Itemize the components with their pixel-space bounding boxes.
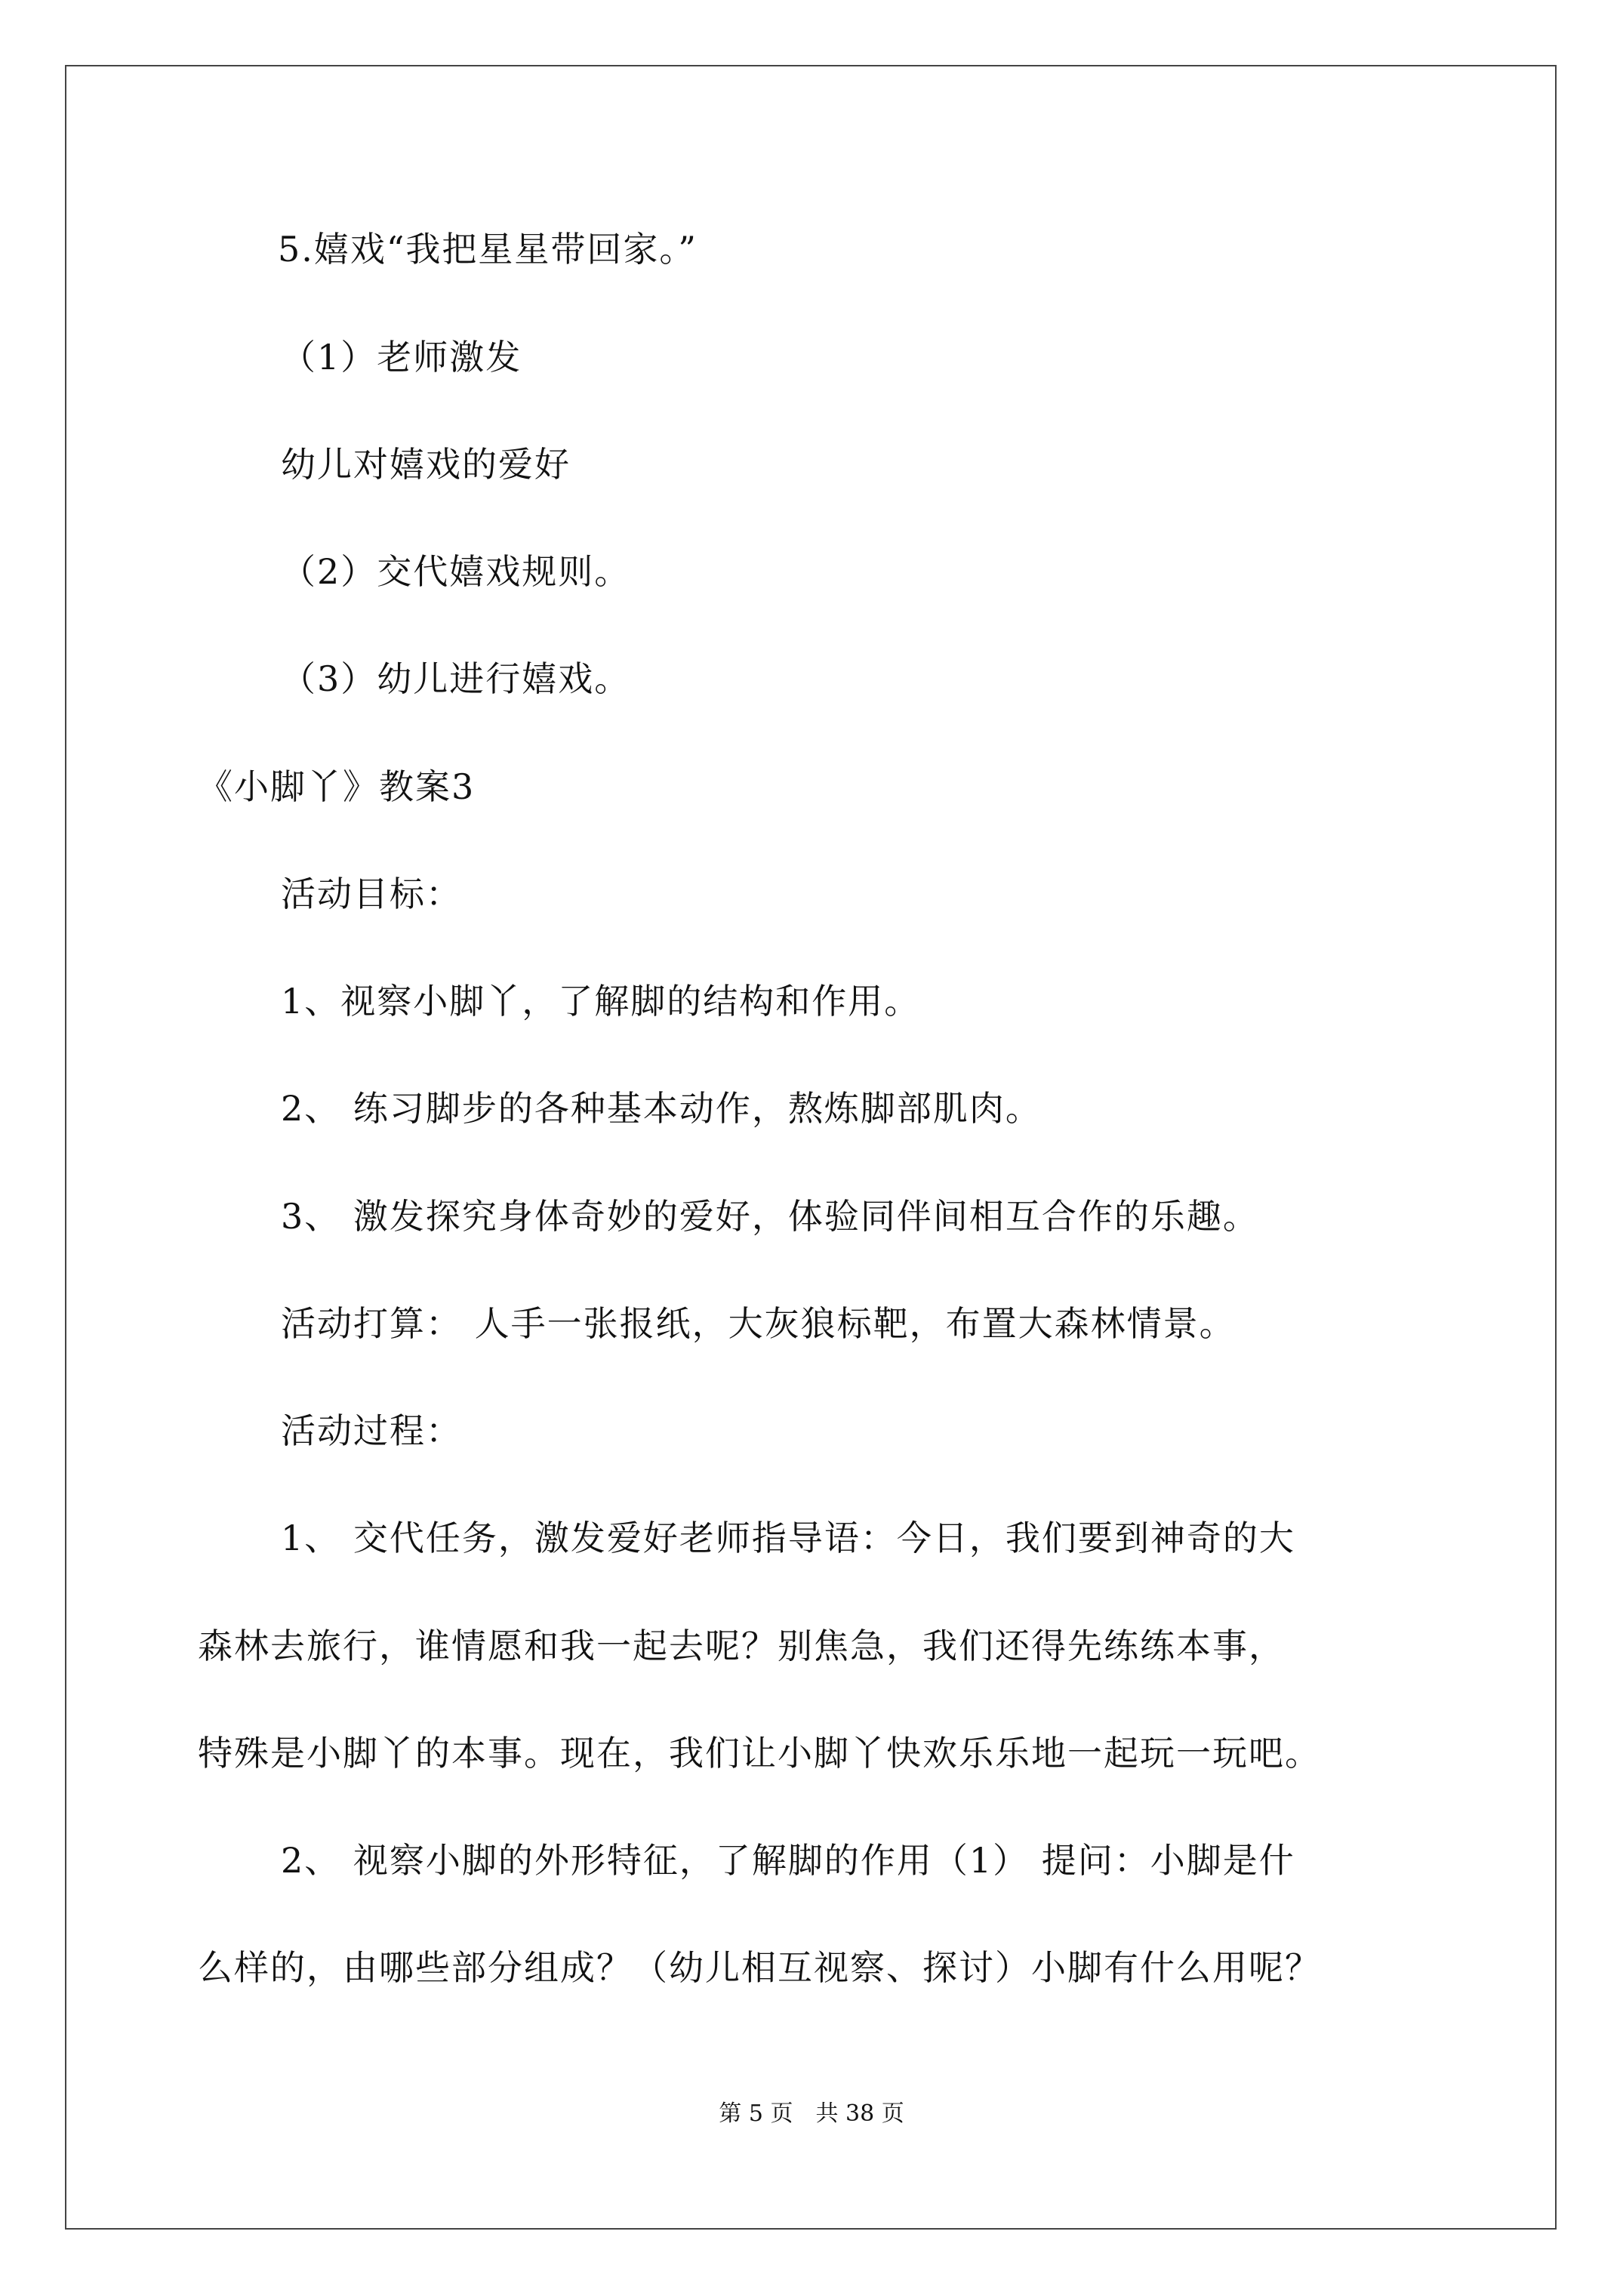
text-line: 2、 练习脚步的各种基本动作，熬炼脚部肌肉。 <box>281 1088 1042 1129</box>
text-line: 1、 交代任务，激发爱好老师指导语：今日，我们要到神奇的大 <box>281 1518 1295 1558</box>
text-line: 5.嬉戏“我把星星带回家。” <box>278 229 698 270</box>
text-line: 么样的，由哪些部分组成？（幼儿相互视察、探讨）小脚有什么用呢？ <box>198 1947 1321 1988</box>
text-line: 活动过程： <box>281 1410 462 1451</box>
section-heading: 《小脚丫》教案3 <box>198 766 476 807</box>
text-line: （1）老师激发 <box>281 337 522 378</box>
text-line: 幼儿对嬉戏的爱好 <box>281 444 571 485</box>
text-line: 2、 视察小脚的外形特征，了解脚的作用（1） 提问：小脚是什 <box>281 1840 1295 1881</box>
text-line: 森林去旅行，谁情愿和我一起去呢？别焦急，我们还得先练练本事， <box>198 1626 1285 1666</box>
text-line: 3、 激发探究身体奇妙的爱好，体验同伴间相互合作的乐趣。 <box>281 1196 1259 1237</box>
text-line: 1、视察小脚丫，了解脚的结构和作用。 <box>281 981 921 1022</box>
text-line: （2）交代嬉戏规则。 <box>281 551 631 592</box>
text-line: 活动目标： <box>281 874 462 914</box>
text-line: （3）幼儿进行嬉戏。 <box>281 658 631 699</box>
text-line: 活动打算： 人手一张报纸，大灰狼标靶，布置大森林情景。 <box>281 1303 1236 1344</box>
page-number: 第 5 页 共 38 页 <box>719 2100 904 2127</box>
text-line: 特殊是小脚丫的本事。现在，我们让小脚丫快欢乐乐地一起玩一玩吧。 <box>198 1733 1321 1774</box>
page-border <box>65 65 1557 2230</box>
